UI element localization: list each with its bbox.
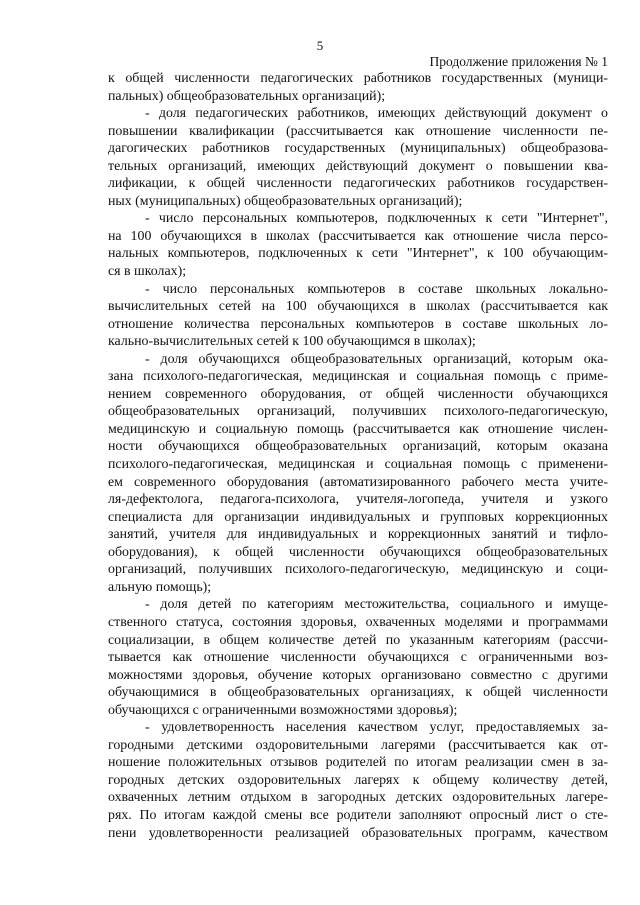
- text-line: дагогических работников государственных (муниципальных) общеобразова-: [108, 141, 608, 157]
- body-text: [108, 70, 608, 842]
- text-line: городными детскими оздоровительными лагерями (рассчитывается как от-: [108, 737, 608, 753]
- page-number: 5: [316, 38, 324, 53]
- text-line: оборудования), к общей численности обучающихся общеобразовательных: [108, 544, 608, 560]
- text-line: общеобразовательных организаций, получивших психолого-педагогическую,: [108, 404, 608, 420]
- text-line: ля-дефектолога, педагога-психолога, учителя-логопеда, учителя и узкого: [108, 492, 608, 508]
- appendix-continuation-label: Продолжение приложения № 1: [429, 54, 608, 69]
- text-line: тельных организаций, имеющих действующий документ о повышении ква-: [108, 158, 608, 174]
- text-line: - число персональных компьютеров, подключенных к сети "Интернет",: [145, 211, 608, 227]
- text-line: занятий, учителя для индивидуальных и коррекционных занятий и тифло-: [108, 527, 608, 543]
- text-line: охваченных летним отдыхом в загородных детских оздоровительных лагере-: [108, 790, 608, 806]
- text-line: отношение количества персональных компьютеров в составе школьных ло-: [108, 316, 608, 332]
- text-line: специалиста для организации индивидуальных и групповых коррекционных: [108, 509, 608, 525]
- text-line: пальных) общеобразовательных организаций);: [108, 88, 386, 104]
- text-line: ных (муниципальных) общеобразовательных организаций);: [108, 193, 463, 209]
- text-line: ности обучающихся общеобразовательных организаций, которым оказана: [108, 439, 608, 455]
- text-line: на 100 обучающихся в школах (рассчитывается как отношение числа персо-: [108, 228, 608, 244]
- text-line: лификации, к общей численности педагогических работников государствен-: [108, 176, 608, 192]
- text-line: к общей численности педагогических работников государственных (муници-: [108, 71, 608, 86]
- text-line: ем современного оборудования (автоматизированного рабочего места учите-: [108, 474, 608, 490]
- text-line: медицинскую и социальную помощь (рассчитывается как отношение числен-: [108, 421, 608, 437]
- text-line: психолого-педагогическая, медицинская и социальная помощь с применени-: [108, 457, 608, 473]
- text-line: ственного статуса, состояния здоровья, охваченных моделями и программами: [108, 614, 608, 630]
- text-line: кально-вычислительных сетей к 100 обучающимся в школах);: [108, 334, 476, 350]
- text-line: нением современного оборудования, от общей численности обучающихся: [108, 386, 608, 402]
- text-line: вычислительных сетей на 100 обучающихся в школах (рассчитывается как: [108, 299, 608, 315]
- text-line: зана психолого-педагогическая, медицинская и социальная помощь с приме-: [108, 369, 608, 385]
- text-line: тывается как отношение численности обучающихся с ограниченными воз-: [108, 650, 608, 666]
- text-line: - удовлетворенность населения качеством услуг, предоставляемых за-: [145, 720, 608, 736]
- text-line: нальных компьютеров, подключенных к сети "Интернет", к 100 обучающим-: [108, 246, 608, 262]
- text-line: обучающимися в общеобразовательных организациях, к общей численности: [108, 685, 608, 701]
- text-line: альную помощь);: [108, 579, 212, 595]
- text-line: можностями здоровья, обучение которых организовано совместно с другими: [108, 667, 608, 683]
- text-line: обучающихся с ограниченными возможностями здоровья);: [108, 702, 458, 718]
- text-line: - доля обучающихся общеобразовательных организаций, которым ока-: [145, 351, 608, 367]
- text-line: - число персональных компьютеров в составе школьных локально-: [145, 281, 608, 297]
- text-line: городных детских оздоровительных лагерях к общему количеству детей,: [108, 772, 608, 788]
- text-line: - доля детей по категориям местожительства, социального и имуще-: [145, 597, 608, 613]
- text-line: ся в школах);: [108, 264, 187, 280]
- text-line: организаций, получивших психолого-педагогическую, медицинскую и соци-: [108, 562, 608, 578]
- text-line: ношение положительных отзывов родителей по итогам реализации смен в за-: [108, 755, 608, 771]
- text-line: повышении квалификации (рассчитывается как отношение численности пе-: [108, 123, 608, 139]
- text-line: пени удовлетворенности реализацией образовательных программ, качеством: [108, 825, 608, 841]
- text-line: - доля педагогических работников, имеющих действующий документ о: [145, 106, 608, 122]
- text-line: социализации, в общем количестве детей по указанным категориям (рассчи-: [108, 632, 608, 648]
- text-line: рях. По итогам каждой смены все родители заполняют опросный лист о сте-: [108, 807, 608, 823]
